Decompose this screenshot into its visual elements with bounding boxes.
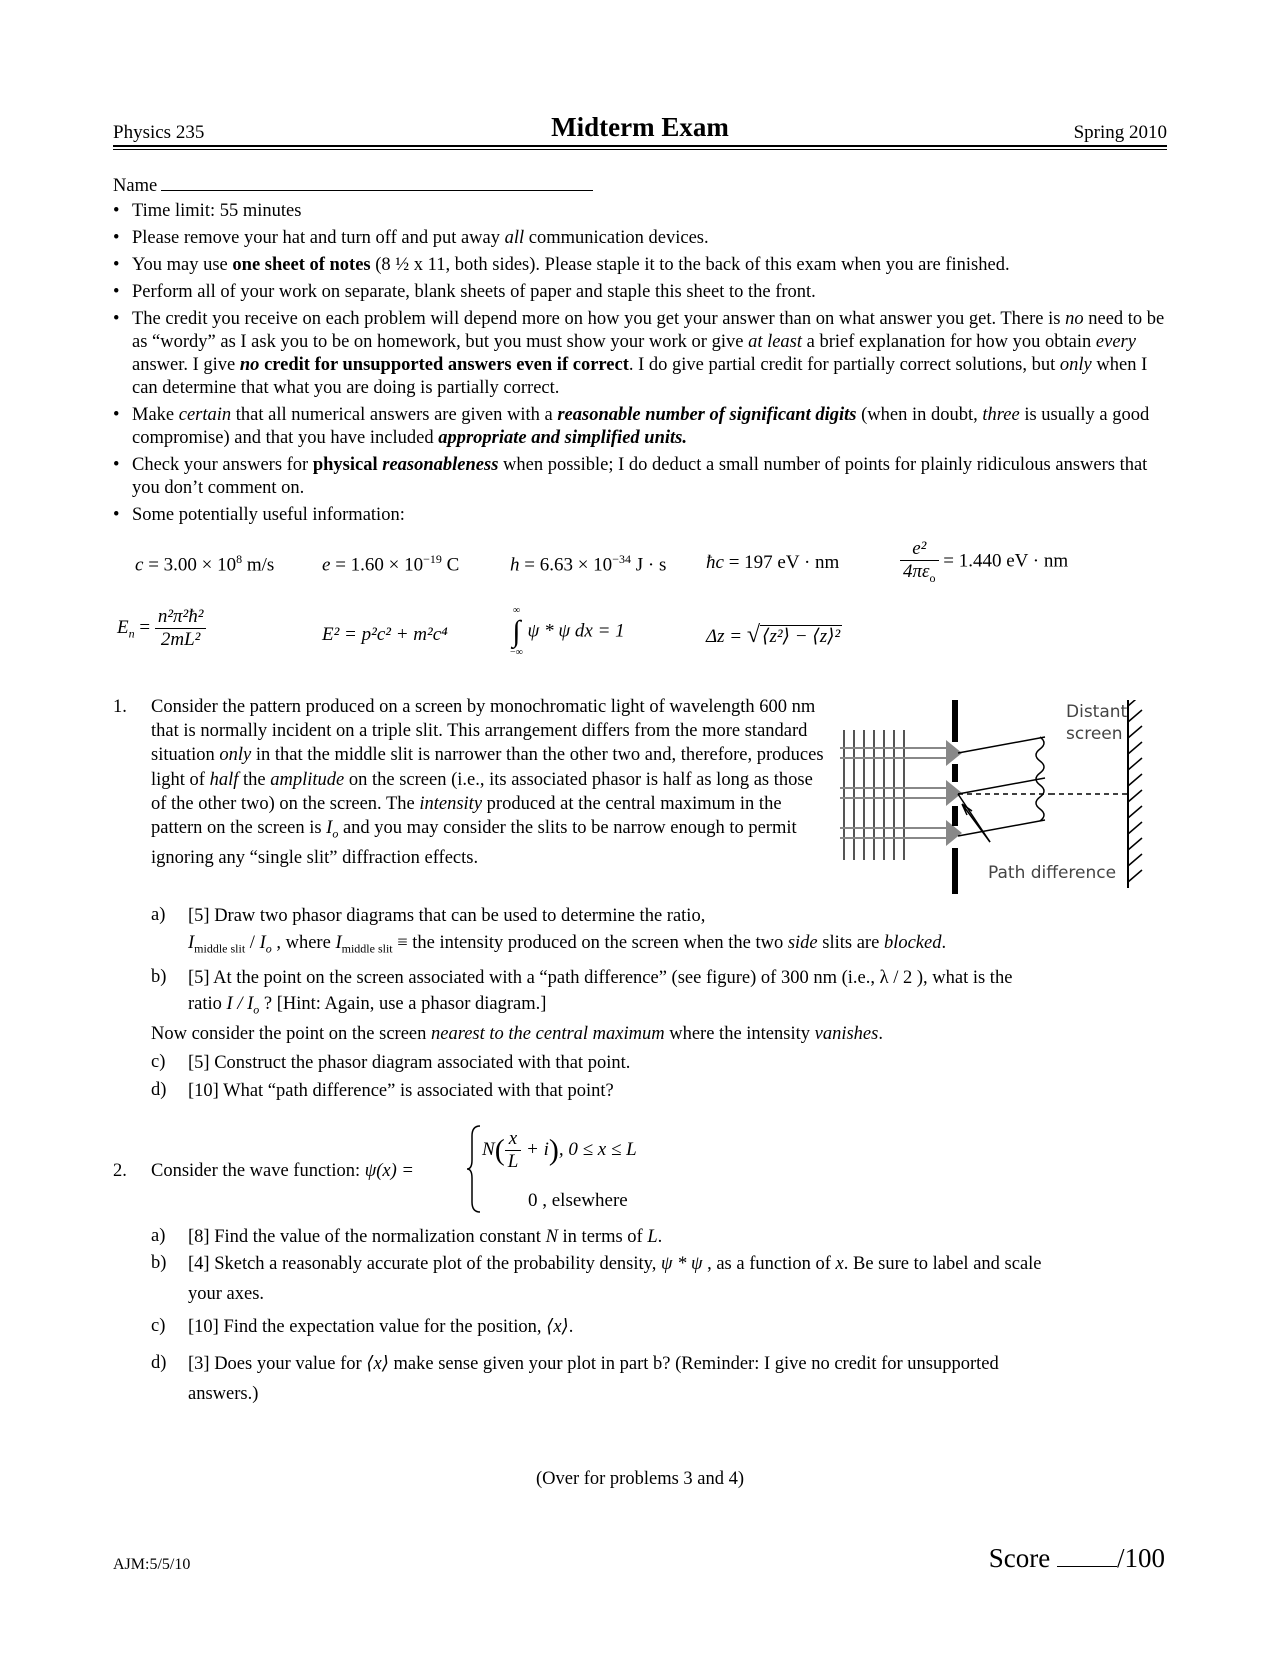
name-blank-line — [161, 173, 593, 191]
score-label: Score — [988, 1543, 1057, 1573]
p1-part-d-label: d) — [151, 1080, 167, 1100]
p2-part-b-text-2: your axes. — [188, 1284, 265, 1304]
author-initials: AJM:5/5/10 — [113, 1556, 191, 1573]
over-note: (Over for problems 3 and 4) — [535, 1469, 745, 1489]
p2-part-a-text: [8] Find the value of the normalization constant N in terms of L. — [188, 1227, 663, 1247]
p1-part-a-text: [5] Draw two phasor diagrams that can be used to determine the ratio, — [188, 906, 706, 926]
instructions-list — [113, 200, 1173, 531]
p2-part-d-text: [3] Does your value for ⟨x⟩ make sense given your plot in part b? (Reminder: I give no credit for unsupported — [188, 1354, 999, 1374]
header-rule — [113, 145, 1167, 147]
instruction-item: • Make certain that all numerical answers are given with a reasonable number of significant digits (when in doubt, three is usually a good compromise) and that you have included appropriate and simplified units. — [113, 404, 1173, 450]
eq-energy-momentum: E² = p²c² + m²c⁴ — [322, 624, 448, 645]
p1-part-b-text-2: ratio I / $I_o$ ? [Hint: Again, use a phasor diagram.] — [188, 994, 547, 1017]
name-label: Name — [113, 176, 158, 196]
instruction-item: • Time limit: 55 minutes — [113, 200, 1173, 223]
const-c: $c = 3.00 \times 10^8$ m/s — [135, 552, 275, 576]
score-box — [989, 1543, 1165, 1574]
const-coulomb: $\frac{\text{e²}}{4\pi\varepsilon_o}$ = 1.440 eV · nm — [900, 538, 1068, 586]
eq-normalization: ∞ ∫ −∞ ψ * ψ dx = 1 — [510, 605, 625, 658]
header-rule-thin — [113, 149, 1167, 150]
p2-part-c-label: c) — [151, 1316, 166, 1336]
instruction-item: • Please remove your hat and turn off and put away all communication devices. — [113, 227, 1173, 250]
p2-part-c-text: [10] Find the expectation value for the position, ⟨x⟩. — [188, 1317, 574, 1337]
p1-part-c-label: c) — [151, 1052, 166, 1072]
term-label: Spring 2010 — [1073, 122, 1167, 143]
problem-1-number: 1. — [113, 697, 127, 717]
score-blank-line — [1057, 1546, 1117, 1567]
instruction-item: • Perform all of your work on separate, blank sheets of paper and staple this sheet to the front. — [113, 281, 1173, 304]
exam-title: Midterm Exam — [551, 112, 729, 142]
piecewise-brace — [466, 1124, 482, 1214]
p1-part-c-text: [5] Construct the phasor diagram associated with that point. — [188, 1053, 631, 1073]
instruction-item: • You may use one sheet of notes (8 ½ x 11, both sides). Please staple it to the back of this exam when you are finished. — [113, 254, 1173, 277]
p2-part-b-text: [4] Sketch a reasonably accurate plot of the probability density, ψ * ψ , as a function of x. Be sure to label and scale — [188, 1254, 1042, 1274]
name-field — [113, 173, 593, 198]
const-e: $e = 1.60 \times 10^{-19}$ C — [322, 552, 460, 576]
eq-uncertainty: Δz = √ ⟨z²⟩ − ⟨z⟩² — [706, 622, 841, 648]
instruction-item: • Check your answers for physical reasonableness when possible; I do deduct a small number of points for plainly ridiculous answers that you don’t comment on. — [113, 454, 1173, 500]
p2-part-d-text-2: answers.) — [188, 1384, 259, 1404]
const-h: $h = 6.63 \times 10^{-34}$ J · s — [510, 552, 667, 576]
figure-screen-label: screen — [1066, 724, 1123, 744]
problem-2-intro: Consider the wave function: ψ(x) = — [151, 1161, 414, 1181]
p2-part-b-label: b) — [151, 1253, 167, 1273]
p1-now-consider-text: Now consider the point on the screen nearest to the central maximum where the intensity vanishes. — [151, 1024, 883, 1044]
instruction-item: • The credit you receive on each problem will depend more on how you get your answer than on what answer you get. There is no need to be as “wordy” as I ask you to be on homework, but you must show your work or give at least a brief explanation for how you obtain every answer. I give no credit for unsupported answers even if correct. I do give partial credit for partially correct solutions, but only when I can determine that what you are doing is partially correct. — [113, 308, 1173, 400]
p1-part-d-text: [10] What “path difference” is associated with that point? — [188, 1081, 614, 1101]
triple-slit-figure — [840, 700, 1175, 898]
figure-distant-label: Distant — [1066, 702, 1128, 722]
const-hbar-c: ħc = 197 eV · nm — [706, 552, 840, 573]
p2-part-a-label: a) — [151, 1226, 166, 1246]
piecewise-case-1: N( $\frac{x}{L}$ + i), 0 ≤ x ≤ L — [482, 1128, 637, 1172]
eq-energy-levels: $E_n$ = $\frac{\text{n²π²ħ²}}{\text{2mL²}}$ — [117, 606, 206, 651]
p2-part-d-label: d) — [151, 1353, 167, 1373]
p1-part-a-label: a) — [151, 905, 166, 925]
score-total: /100 — [1116, 1543, 1165, 1573]
figure-path-difference-label: Path difference — [988, 863, 1117, 883]
course-label: Physics 235 — [113, 122, 205, 143]
instruction-item: • Some potentially useful information: — [113, 504, 1173, 527]
problem-2-number: 2. — [113, 1161, 127, 1181]
p1-part-b-label: b) — [151, 967, 167, 987]
p1-part-a-ratio: $I_{middle slit} / I_o$ , where $I_{middle slit}$ ≡ the intensity produced on the screen when the two side slits are blocked. — [188, 933, 947, 956]
p1-part-b-text: [5] At the point on the screen associated with a “path difference” (see figure) of 300 nm (i.e., λ / 2 ), what is the — [188, 968, 1013, 988]
problem-1-text: Consider the pattern produced on a screen by monochromatic light of wavelength 600 nm that is normally incident on a triple slit. This arrangement differs from the more standard situation only in that the middle slit is narrower than the other two and, therefore, produces light of half the amplitude on the screen (i.e., its associated phasor is half as long as those of the other two) on the screen. The intensity produced at the central maximum in the pattern on the screen is $I_o$ and you may consider the slits to be narrow enough to permit ignoring any “single slit” diffraction effects. — [151, 697, 824, 868]
piecewise-case-2: 0 , elsewhere — [528, 1190, 628, 1211]
